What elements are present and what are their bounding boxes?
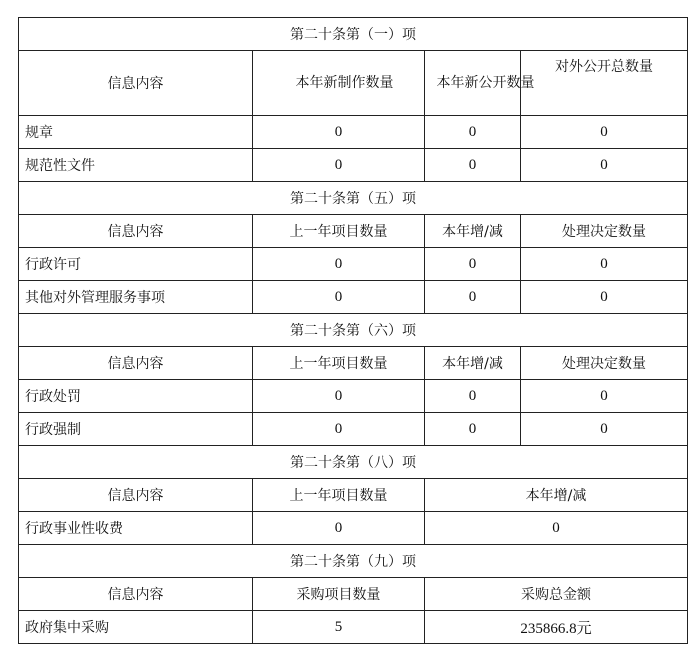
table-row <box>19 281 688 314</box>
table-row <box>19 611 688 644</box>
section-title: 第二十条第（五）项 <box>19 182 688 215</box>
header-cell: 上一年项目数量 <box>253 347 425 380</box>
header-cell: 本年增/减 <box>425 479 688 512</box>
value-cell: 0 <box>253 413 425 446</box>
table-row <box>19 248 688 281</box>
value-cell: 0 <box>425 116 521 149</box>
value-cell: 0 <box>521 149 688 182</box>
value-cell: 0 <box>425 512 688 545</box>
row-label: 行政许可 <box>19 248 253 281</box>
value-cell: 0 <box>253 281 425 314</box>
value-cell: 0 <box>521 248 688 281</box>
header-cell: 对外公开总数量 <box>521 51 688 116</box>
row-label: 行政事业性收费 <box>19 512 253 545</box>
disclosure-table <box>18 17 688 644</box>
section-title-row <box>19 18 688 51</box>
header-cell: 处理决定数量 <box>521 347 688 380</box>
table-row <box>19 149 688 182</box>
table-row <box>19 380 688 413</box>
value-cell: 0 <box>425 248 521 281</box>
section-title: 第二十条第（九）项 <box>19 545 688 578</box>
section-title: 第二十条第（一）项 <box>19 18 688 51</box>
header-cell: 上一年项目数量 <box>253 215 425 248</box>
value-cell: 0 <box>521 116 688 149</box>
row-label: 政府集中采购 <box>19 611 253 644</box>
table-row <box>19 413 688 446</box>
header-text: 本年新制作数量 <box>295 75 394 91</box>
value-cell: 0 <box>521 413 688 446</box>
header-cell: 本年增/减 <box>425 347 521 380</box>
header-cell: 信息内容 <box>19 51 253 116</box>
section-title-row <box>19 545 688 578</box>
value-cell: 0 <box>521 281 688 314</box>
header-cell <box>253 51 425 116</box>
value-cell: 0 <box>253 248 425 281</box>
value-cell: 0 <box>425 413 521 446</box>
section-title-row <box>19 446 688 479</box>
header-cell: 信息内容 <box>19 215 253 248</box>
header-text: 本年新公开数量 <box>436 75 535 91</box>
section-title-row <box>19 182 688 215</box>
header-cell <box>425 51 535 116</box>
value-cell: 235866.8元 <box>425 611 688 644</box>
header-cell: 本年增/减 <box>425 215 521 248</box>
header-cell: 信息内容 <box>19 347 253 380</box>
value-cell: 5 <box>253 611 425 644</box>
section-title-row <box>19 314 688 347</box>
header-cell: 信息内容 <box>19 578 253 611</box>
row-label: 行政处罚 <box>19 380 253 413</box>
header-cell: 上一年项目数量 <box>253 479 425 512</box>
header-cell: 采购总金额 <box>425 578 688 611</box>
header-row <box>19 347 688 380</box>
table-row <box>19 512 688 545</box>
row-label: 规范性文件 <box>19 149 253 182</box>
header-row <box>19 479 688 512</box>
value-cell: 0 <box>253 512 425 545</box>
header-row <box>19 578 688 611</box>
row-label: 其他对外管理服务事项 <box>19 281 253 314</box>
value-cell: 0 <box>253 149 425 182</box>
value-cell: 0 <box>253 380 425 413</box>
header-cell: 处理决定数量 <box>521 215 688 248</box>
section-title: 第二十条第（八）项 <box>19 446 688 479</box>
value-cell: 0 <box>425 281 521 314</box>
table-row <box>19 116 688 149</box>
section-title: 第二十条第（六）项 <box>19 314 688 347</box>
value-cell: 0 <box>253 116 425 149</box>
value-cell: 0 <box>425 149 521 182</box>
header-row <box>19 215 688 248</box>
header-cell: 信息内容 <box>19 479 253 512</box>
value-cell: 0 <box>521 380 688 413</box>
row-label: 行政强制 <box>19 413 253 446</box>
value-cell: 0 <box>425 380 521 413</box>
header-row <box>19 51 688 116</box>
row-label: 规章 <box>19 116 253 149</box>
header-cell: 采购项目数量 <box>253 578 425 611</box>
